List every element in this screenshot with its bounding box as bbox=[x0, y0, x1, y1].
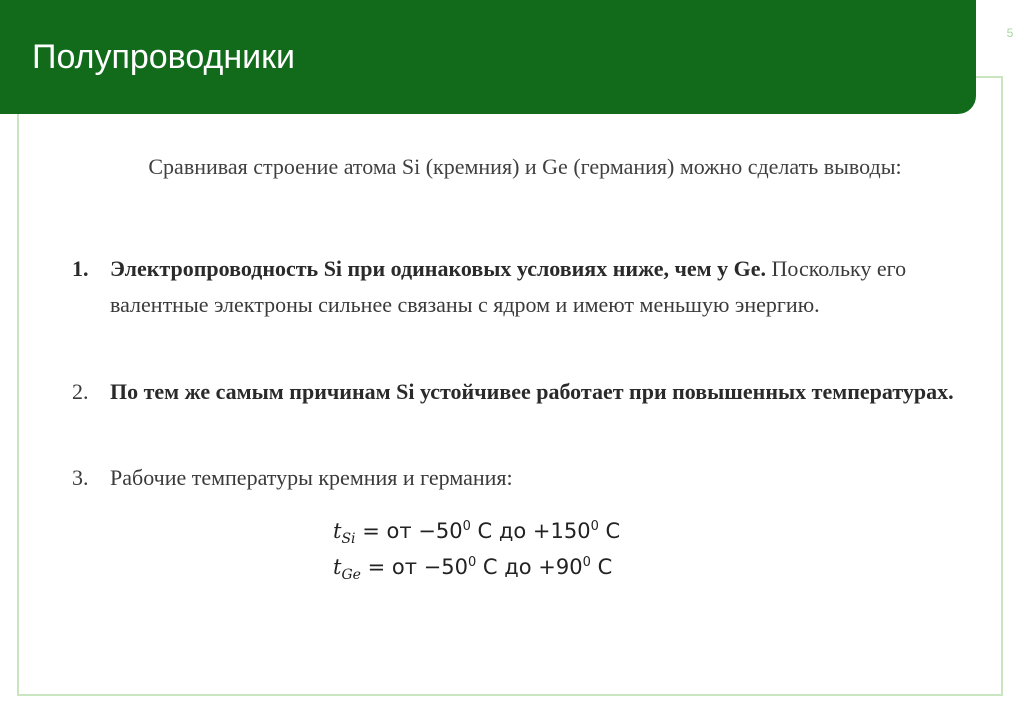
formula-superscript: 0 bbox=[462, 519, 471, 534]
formula-subscript: Si bbox=[341, 531, 356, 548]
list-item-bold-text: Электропроводность Si при одинаковых условиях ниже, чем у Ge. bbox=[110, 256, 767, 281]
formula-middle: C до +150 bbox=[470, 519, 591, 543]
list-item-regular-text: Рабочие температуры кремния и германия: bbox=[110, 465, 513, 490]
list-item-regular-text: Поскольку его валентные электроны сильнее связаны с ядром и имеют меньшую энергию. bbox=[110, 256, 907, 317]
formula-end: C bbox=[590, 555, 613, 579]
formula-superscript: 0 bbox=[467, 555, 477, 570]
list-item-text bbox=[110, 374, 960, 410]
list-item-number: 3. bbox=[72, 465, 89, 490]
list-item-number: 2. bbox=[72, 379, 89, 404]
formula-ge bbox=[333, 546, 713, 592]
list-item-bold-text: По тем же самым причинам Si устойчивее работает при повышенных температурах. bbox=[110, 379, 954, 404]
formula-superscript: 0 bbox=[582, 555, 591, 570]
formula-superscript: 0 bbox=[590, 519, 599, 534]
intro-text: Сравнивая строение атома Si (кремния) и Ge (германия) можно сделать выводы: bbox=[148, 154, 902, 179]
list-item-text bbox=[110, 251, 960, 323]
slide-title: Полупроводники bbox=[32, 38, 295, 76]
page-number: 5 bbox=[1006, 26, 1014, 40]
formula-equals: = от −50 bbox=[355, 519, 463, 543]
list-item-text bbox=[110, 460, 960, 496]
formula-variable: t bbox=[333, 519, 342, 543]
slide-header bbox=[0, 0, 976, 114]
formula-variable: t bbox=[333, 555, 342, 579]
formula-equals: = от −50 bbox=[360, 555, 468, 579]
formula-subscript: Ge bbox=[341, 567, 361, 584]
formula-end: C bbox=[598, 519, 621, 543]
formula-middle: C до +90 bbox=[476, 555, 583, 579]
list-item-number: 1. bbox=[72, 256, 89, 281]
